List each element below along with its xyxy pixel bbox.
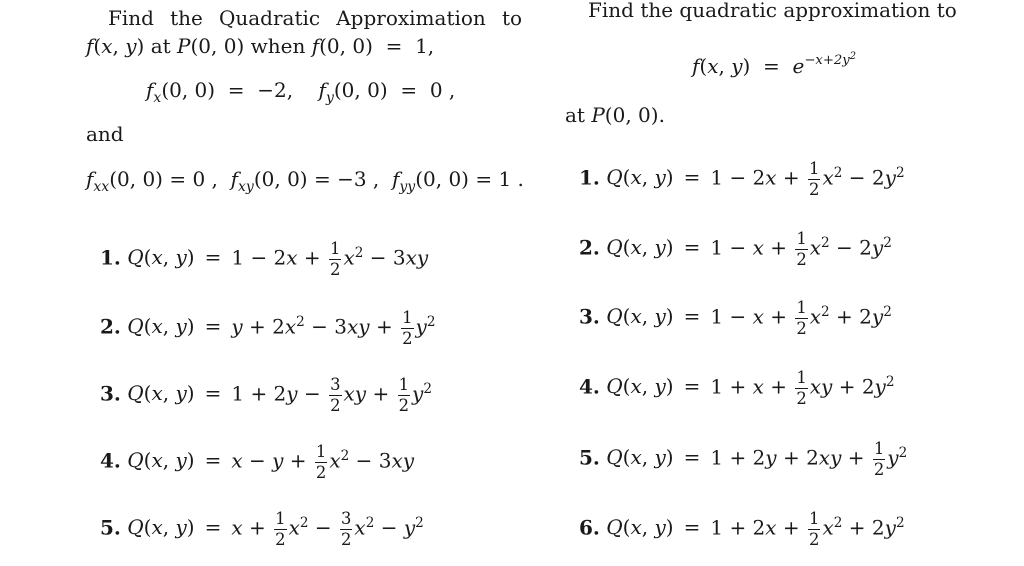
point-condition: at P(0, 0). xyxy=(565,103,665,127)
when-word: when xyxy=(250,34,306,58)
left-problem-title xyxy=(108,8,522,28)
title-word: Quadratic xyxy=(218,6,321,30)
option-number: 2. xyxy=(100,314,121,339)
right-option-6[interactable]: 6. Q(x, y) = 1 + 2x + $\frac{1}{2}$ $x^2 + 2y^2$ xyxy=(579,509,905,550)
exponent: −x+2y xyxy=(804,52,850,68)
right-option-4[interactable]: 4. Q(x, y) = 1 + x + $\frac{1}{2}$ xy + $2y^2$ xyxy=(579,368,895,409)
left-option-4[interactable]: 4. Q(x, y) = x − y + $\frac{1}{2}$ $x^2 - 3xy$ xyxy=(100,442,415,483)
title-word: Approximation xyxy=(336,6,486,30)
and-label: and xyxy=(86,122,124,146)
option-number: 3. xyxy=(100,381,121,406)
right-option-5[interactable]: 5. Q(x, y) = 1 + 2y + 2xy + $\frac{1}{2}$ $y^2$ xyxy=(579,439,908,480)
second-derivatives: $f_{xx}(0$, 0) = 0 , $f_{xy}(0$, 0) = −3 , $f_{yy}(0$, 0) = 1 . xyxy=(86,167,524,195)
right-option-3[interactable]: 3. Q(x, y) = 1 − x + $\frac{1}{2}$ $x^2 + 2y^2$ xyxy=(579,298,892,339)
option-number: 5. xyxy=(100,515,121,540)
first-derivatives: $f_x(0$, 0) = −2, $f_y(0$, 0) = 0 , xyxy=(146,78,456,106)
left-option-2[interactable]: 2. Q(x, $y) = y + 2x^2 - 3xy$ + $\frac{1}{2}$ $y^2$ xyxy=(100,308,436,349)
option-number: 5. xyxy=(579,445,600,470)
at-word: at xyxy=(565,103,585,127)
title-word: Find xyxy=(108,6,154,30)
left-option-3[interactable]: 3. Q(x, y) = 1 + 2y − $\frac{3}{2}$ xy + $\frac{1}{2}$ $y^2$ xyxy=(100,375,432,416)
left-option-1[interactable]: 1. Q(x, y) = 1 − 2x + $\frac{1}{2}$ $x^2 - 3xy$ xyxy=(100,239,429,280)
function-definition: f(x, $y) = e^{-x+2y^2}$ xyxy=(692,50,857,78)
right-option-2[interactable]: 2. Q(x, y) = 1 − x + $\frac{1}{2}$ $x^2 - 2y^2$ xyxy=(579,229,892,270)
left-problem-column xyxy=(86,0,536,566)
left-option-5[interactable]: 5. Q(x, y) = x + $\frac{1}{2}$ $x^2$ − $\frac{3}{2}$ $x^2 - y^2$ xyxy=(100,509,424,550)
title-word: to xyxy=(501,6,523,30)
option-number: 6. xyxy=(579,515,600,540)
option-number: 3. xyxy=(579,304,600,329)
at-word: at xyxy=(150,34,171,58)
right-option-1[interactable]: 1. Q(x, y) = 1 − 2x + $\frac{1}{2}$ $x^2 - 2y^2$ xyxy=(579,159,905,200)
option-number: 4. xyxy=(579,374,600,399)
option-number: 1. xyxy=(579,165,600,190)
option-number: 1. xyxy=(100,245,121,270)
right-problem-column xyxy=(565,0,1015,566)
option-number: 2. xyxy=(579,235,600,260)
left-given-condition: f(x, y) at P(0, 0) when f(0, 0) = 1, xyxy=(86,34,435,58)
option-number: 4. xyxy=(100,448,121,473)
title-word: the xyxy=(170,6,203,30)
right-problem-title: Find the quadratic approximation to xyxy=(588,0,957,22)
